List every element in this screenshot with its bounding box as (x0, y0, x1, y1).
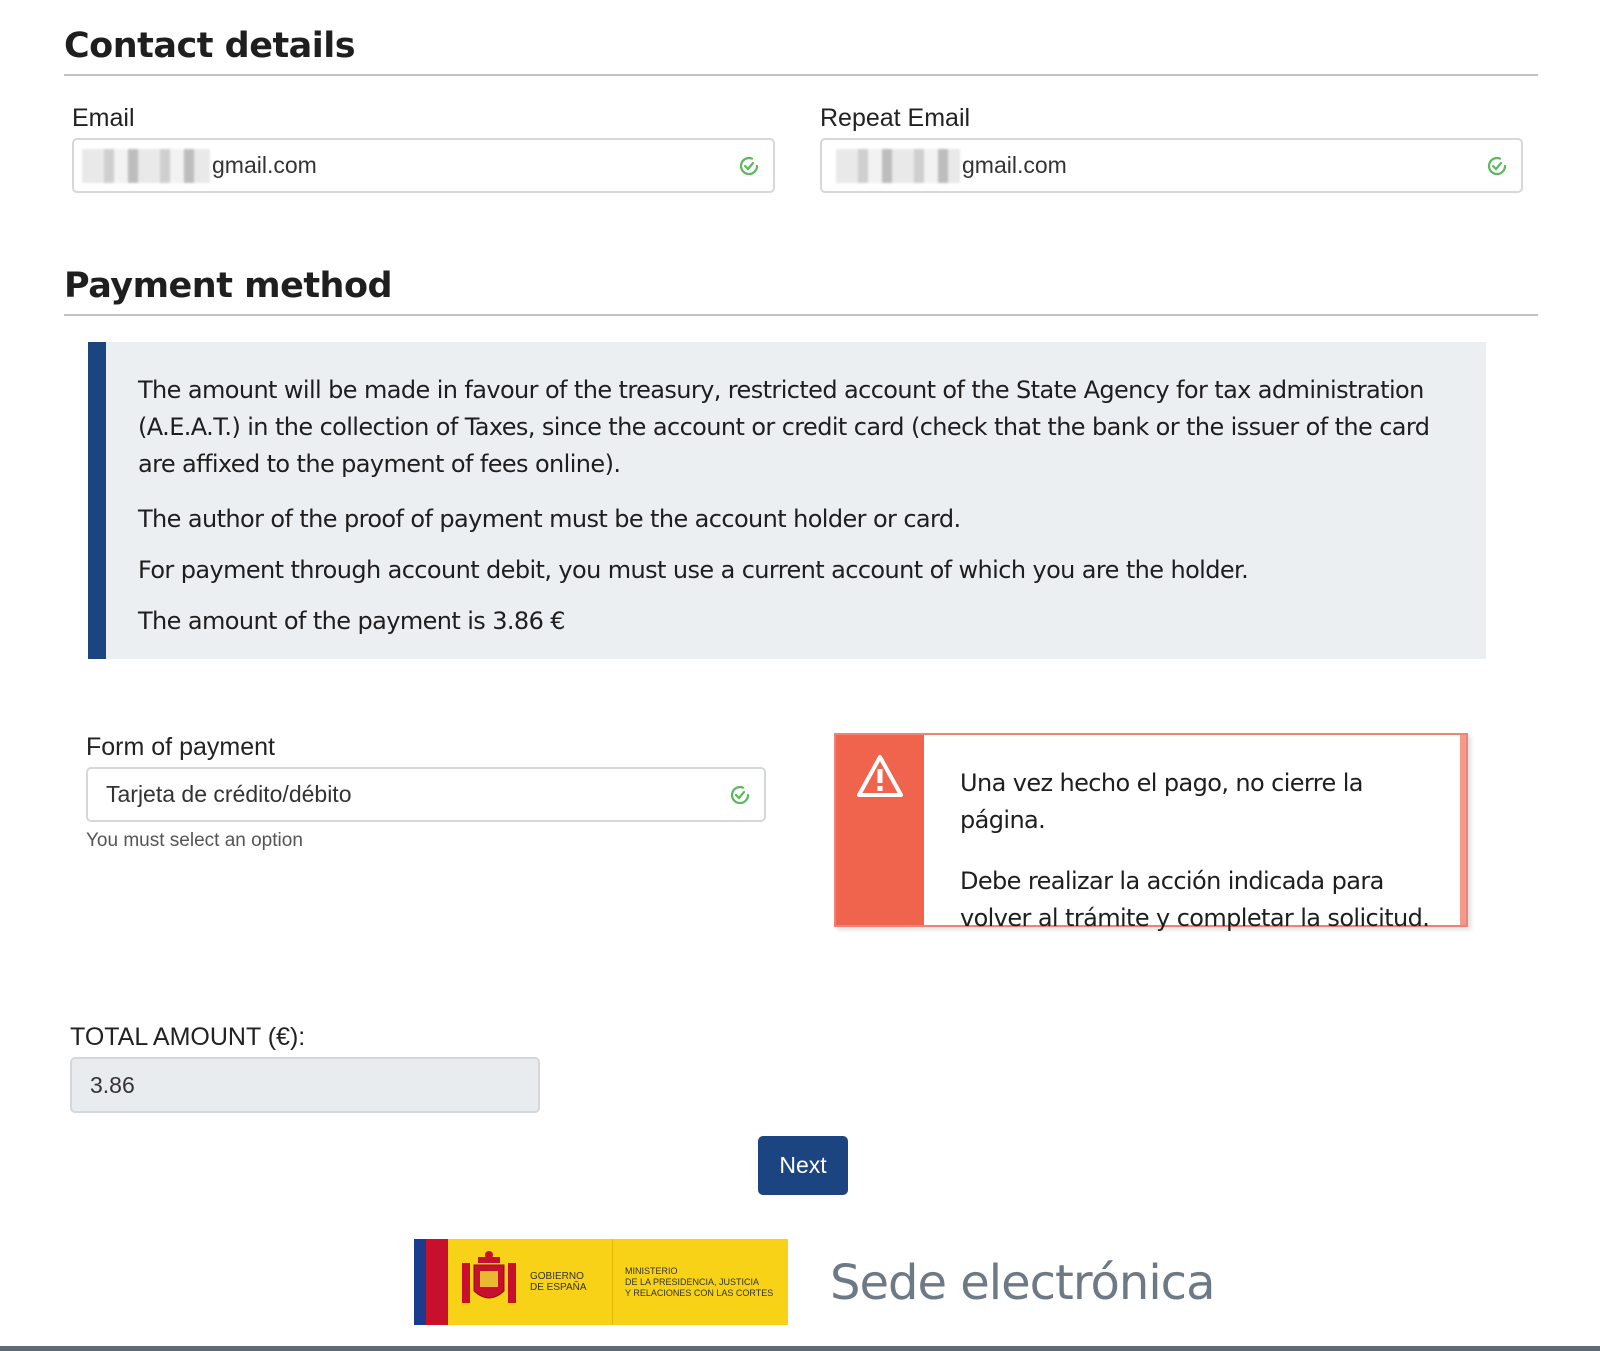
form-of-payment-value: Tarjeta de crédito/débito (106, 781, 352, 807)
total-amount-field (70, 1057, 540, 1113)
info-paragraph: For payment through account debit, you must use a current account of which you are the holder. (138, 556, 1249, 584)
government-logo (414, 1239, 788, 1325)
total-amount-value: 3.86 (90, 1071, 135, 1098)
form-of-payment-hint: You must select an option (86, 830, 303, 851)
gov-text: GOBIERNO (530, 1271, 584, 1282)
redacted-email-prefix (82, 149, 210, 183)
sede-electronica-title: Sede electrónica (830, 1255, 1215, 1311)
redacted-email-prefix (836, 149, 960, 183)
check-circle-icon (728, 783, 752, 807)
warning-text: Una vez hecho el pago, no cierre la página. (960, 769, 1363, 834)
coat-of-arms-icon (458, 1249, 520, 1315)
ministry-text: DE LA PRESIDENCIA, JUSTICIA (625, 1276, 760, 1287)
ministry-text: Y RELACIONES CON LAS CORTES (625, 1287, 774, 1298)
warning-edge (1460, 735, 1466, 925)
form-of-payment-label: Form of payment (86, 733, 275, 761)
contact-details-heading: Contact details (64, 26, 1538, 76)
warning-text: Debe realizar la acción indicada para volver al trámite y completar la solicitud. (960, 867, 1430, 932)
payment-warning-box (834, 733, 1468, 932)
payment-method-heading: Payment method (64, 266, 1538, 316)
logo-body (448, 1239, 788, 1325)
flag-stripe (414, 1239, 448, 1325)
next-button[interactable]: Next (758, 1136, 848, 1195)
payment-info-box (88, 342, 1486, 659)
email-value: gmail.com (212, 152, 317, 178)
check-circle-icon (1485, 154, 1509, 178)
repeat-email-label: Repeat Email (820, 104, 971, 132)
repeat-email-value: gmail.com (962, 152, 1067, 178)
total-amount-label: TOTAL AMOUNT (€): (70, 1023, 306, 1051)
email-label: Email (72, 104, 135, 132)
email-field[interactable] (72, 138, 775, 193)
info-paragraph: The amount will be made in favour of the treasury, restricted account of the State Agency for tax administration (A.E.A.T.) in the collection of Taxes, since the account or credit card (check that the bank or the issuer of the card are affixed to the payment of fees online). (138, 376, 1430, 478)
bottom-bar (0, 1346, 1600, 1351)
check-circle-icon (737, 154, 761, 178)
repeat-email-field[interactable] (820, 138, 1523, 193)
warning-strip (836, 735, 924, 925)
warning-triangle-icon (855, 753, 905, 799)
ministry-text: MINISTERIO (625, 1265, 678, 1276)
info-paragraph: The author of the proof of payment must be the account holder or card. (138, 505, 961, 533)
info-paragraph: The amount of the payment is 3.86 € (138, 607, 565, 635)
gov-text: DE ESPAÑA (530, 1282, 587, 1293)
form-of-payment-select[interactable] (86, 767, 766, 822)
